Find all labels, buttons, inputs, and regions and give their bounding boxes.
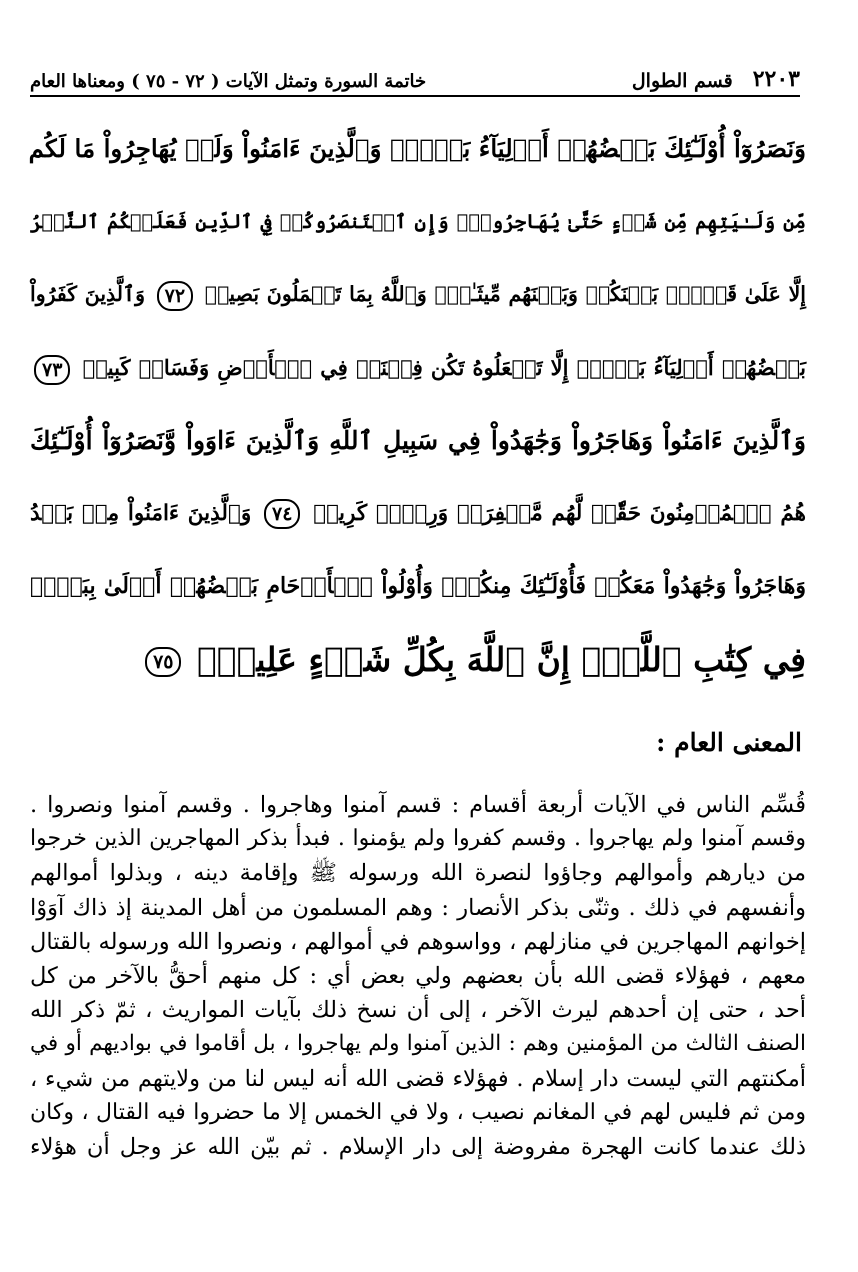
prose-line: وقسم آمنوا ولم يهاجروا . وقسم كفروا ولم يؤمنوا . فبدأ بذكر المهاجرين الذين خرجوا: [30, 826, 806, 852]
header-title: خاتمة السورة وتمثل الآيات ( ٧٢ - ٧٥ ) ومعناها العام: [30, 71, 427, 92]
prose-line: ذلك عندما كانت الهجرة مفروضة إلى دار الإسلام . ثم بيّن الله عز وجل أن هؤلاء: [30, 1133, 806, 1160]
ayah-number-marker: ٧٥: [145, 647, 181, 677]
quran-line-text: فِي كِتَٰبِ ٱللَّهِۚ إِنَّ ٱللَّهَ بِكُلِّ شَيۡءٍ عَلِيمُۢ: [196, 640, 806, 679]
quran-line-tail: وَٱلَّذِينَ كَفَرُواْ: [30, 282, 145, 306]
quran-line: [30, 185, 806, 258]
quran-line-text: مِّن وَلَـٰيَتِهِم مِّن شَيۡءٍ حَتَّىٰ يُهَاجِرُواْۚ وَإِنِ ٱسۡتَنصَرُوكُمۡ فِي ٱلدِّينِ فَعَلَيۡكُمُ ٱلنَّصۡرُ: [30, 210, 806, 233]
quran-line: [30, 623, 806, 696]
ayah-number-marker: ٧٤: [264, 499, 300, 529]
quran-verses-block: [30, 112, 806, 696]
prose-line: إخوانهم المهاجرين في منازلهم ، وواسوهم في أموالهم ، ونصروا الله ورسوله بالقتال: [30, 928, 806, 955]
prose-line: قُسِّم الناس في الآيات أربعة أقسام : قسم آمنوا وهاجروا . وقسم آمنوا ونصروا .: [30, 792, 806, 818]
prose-line: وأنفسهم في ذلك . وثنّى بذكر الأنصار : وهم المسلمون من أهل المدينة إذ ذاك آوَوْا: [30, 894, 806, 921]
prose-line: أحد ، حتى إن أحدهم ليرث الآخر ، إلى أن نسخ ذلك بآيات المواريث ، ثمّ ذكر الله: [30, 997, 806, 1024]
quran-line-text: وَهَاجَرُواْ وَجَٰهَدُواْ مَعَكُمۡ فَأُوْلَـٰٓئِكَ مِنكُمۡۚ وَأُوْلُواْ ٱلۡأَرۡحَامِ بَعۡضُهُمۡ أَوۡلَىٰ بِبَعۡضٖ: [30, 573, 806, 599]
quran-line-text: إِلَّا عَلَىٰ قَوۡمِۭ بَيۡنَكُمۡ وَبَيۡنَهُم مِّيثَـٰقٞۗ وَٱللَّهُ بِمَا تَعۡمَلُونَ بَصِيرٞ: [204, 282, 806, 306]
quran-line: [30, 477, 806, 550]
quran-line-tail: وَٱلَّذِينَ ءَامَنُواْ مِنۢ بَعۡدُ: [30, 501, 252, 526]
header-section-name: قسم الطوال: [631, 70, 733, 92]
running-header: [30, 52, 800, 92]
prose-line: ومن ثم فليس لهم في المغانم نصيب ، ولا في الخمس إلا ما حضروا فيه القتال ، وكان: [30, 1099, 806, 1125]
prose-line: معهم ، فهؤلاء قضى الله بأن بعضهم ولي بعض أي : كل منهم أحقُّ بالآخر من كل: [30, 962, 806, 989]
prose-line: أمكنتهم التي ليست دار إسلام . فهؤلاء قضى الله أنه ليس لنا من ولايتهم من شيء ،: [30, 1065, 806, 1092]
quran-line-text: هُمُ ٱلۡمُؤۡمِنُونَ حَقّٗاۚ لَّهُم مَّغۡفِرَةٞ وَرِزۡقٞ كَرِيمٞ: [313, 501, 806, 526]
page-number: ٢٢٠٣: [752, 66, 800, 92]
quran-line-text: بَعۡضُهُمۡ أَوۡلِيَآءُ بَعۡضٍۚ إِلَّا تَفۡعَلُوهُ تَكُن فِتۡنَةٞ فِي ٱلۡأَرۡضِ وَفَسَادٞ كَبِيرٞ: [82, 355, 806, 380]
prose-line: من ديارهم وأموالهم وجاؤوا لنصرة الله ورسوله ﷺ وإقامة دينه ، وبذلوا أموالهم: [30, 860, 806, 887]
quran-line: [30, 112, 806, 185]
prose-line: الصنف الثالث من المؤمنين وهم : الذين آمنوا ولم يهاجروا ، بل أقاموا في بواديهم أو في: [30, 1031, 806, 1057]
quran-line: [30, 331, 806, 404]
ayah-number-marker: ٧٢: [157, 281, 193, 311]
quran-line-text: وَٱلَّذِينَ ءَامَنُواْ وَهَاجَرُواْ وَجَٰهَدُواْ فِي سَبِيلِ ٱللَّهِ وَٱلَّذِينَ ءَاوَواْ وَّنَصَرُوٓاْ أُوْلَـٰٓئِكَ: [30, 426, 806, 455]
quran-line: [30, 404, 806, 477]
quran-line: [30, 258, 806, 331]
header-divider: [30, 95, 800, 97]
ayah-number-marker: ٧٣: [34, 355, 70, 385]
header-left-group: [632, 66, 800, 92]
commentary-paragraph: [30, 788, 806, 1164]
quran-line-text: وَنَصَرُوٓاْ أُوْلَـٰٓئِكَ بَعۡضُهُمۡ أَوۡلِيَآءُ بَعۡضٖۚ وَٱلَّذِينَ ءَامَنُواْ وَلَمۡ يُهَاجِرُواْ مَا لَكُم: [28, 134, 806, 163]
section-heading: المعنى العام :: [656, 728, 802, 757]
quran-line: [30, 550, 806, 623]
